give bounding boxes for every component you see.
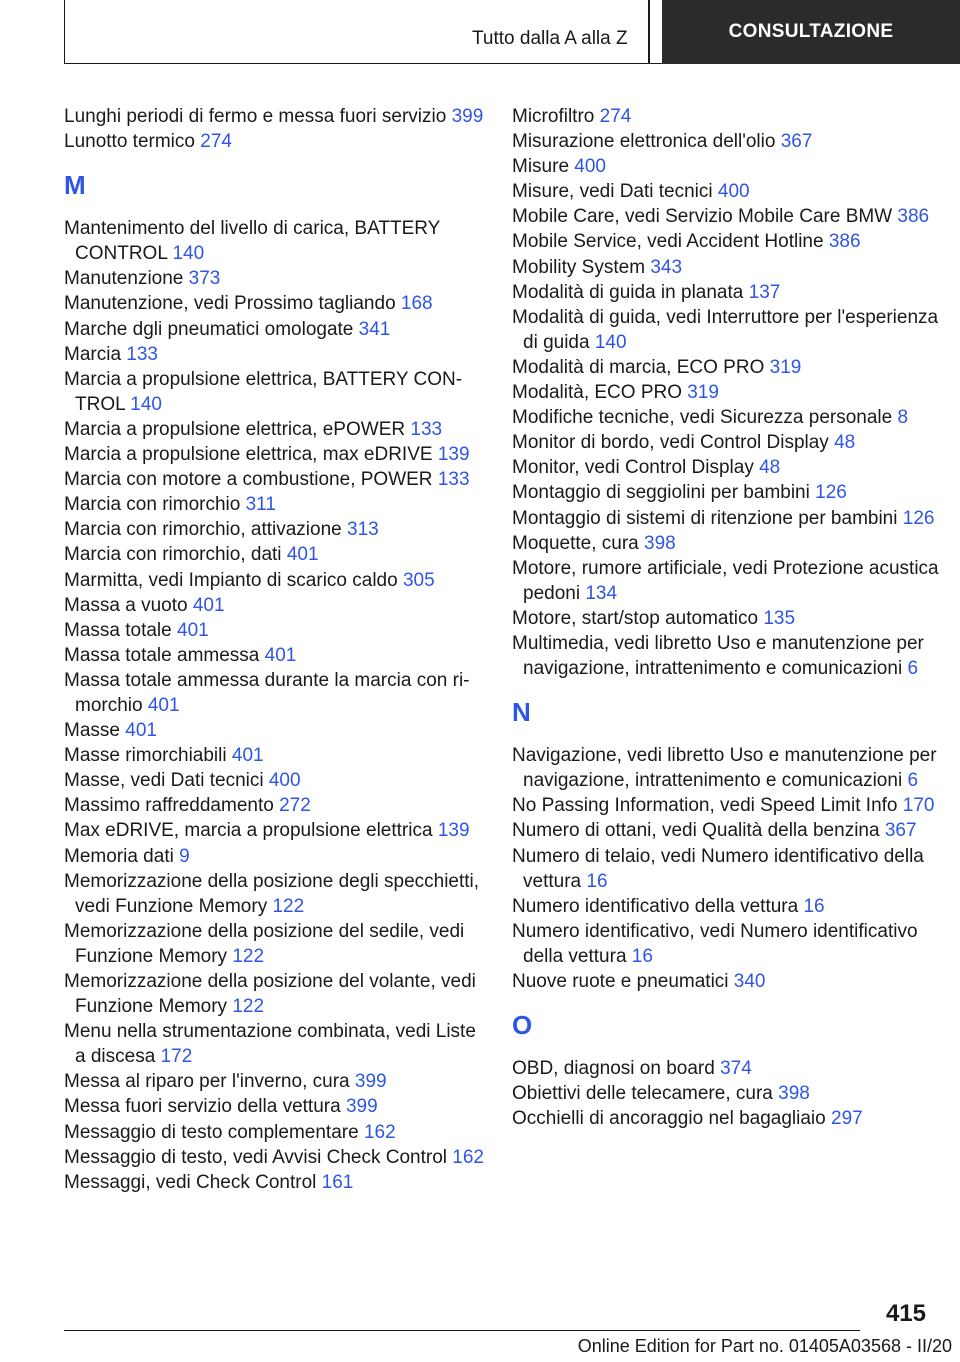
index-page-link[interactable]: 401: [231, 745, 264, 767]
index-page-link[interactable]: 16: [803, 895, 825, 917]
index-entry-text: Messa al riparo per l'inverno, cura: [64, 1071, 350, 1093]
index-entry: [64, 793, 484, 818]
index-entry-text: Lunotto termico: [64, 131, 195, 153]
index-entry-text: Messaggio di testo complementare: [64, 1121, 359, 1143]
index-entry: [512, 405, 942, 430]
index-entry: [64, 129, 484, 154]
index-entry-text: Messaggi, vedi Check Control: [64, 1171, 317, 1193]
index-entry: [64, 417, 484, 442]
index-entry: [512, 506, 942, 531]
index-entry-text: Numero di telaio, vedi Numero identificativo della vettura: [512, 845, 924, 892]
index-entry: [64, 743, 484, 768]
index-entry-text: Massa a vuoto: [64, 594, 188, 616]
index-entry-text: Modalità, ECO PRO: [512, 382, 682, 404]
index-page-link[interactable]: 122: [232, 945, 265, 967]
index-entry-text: Monitor di bordo, vedi Control Display: [512, 432, 829, 454]
index-entry-text: Max eDRIVE, marcia a propulsione elettrica: [64, 820, 433, 842]
index-entry: [512, 430, 942, 455]
index-entry: [512, 894, 942, 919]
index-entry-text: Mobile Care, vedi Servizio Mobile Care BMW: [512, 206, 893, 228]
index-page-link[interactable]: 140: [594, 331, 627, 353]
index-entry: [64, 643, 484, 668]
index-entry: [512, 204, 942, 229]
index-entry: [64, 467, 484, 492]
index-entry-text: Massa totale ammessa durante la marcia con rimorchio: [64, 669, 470, 716]
index-entry-text: Microfiltro: [512, 106, 595, 127]
index-page-link[interactable]: 139: [437, 820, 470, 842]
index-entry-text: Mantenimento del livello di carica, BATTERY CONTROL: [64, 218, 440, 265]
index-entry-text: Modalità di marcia, ECO PRO: [512, 356, 765, 378]
index-page-link[interactable]: 340: [733, 971, 766, 992]
index-entry: [64, 291, 484, 316]
index-page-link[interactable]: 399: [354, 1071, 387, 1093]
index-entry-text: Monitor, vedi Control Display: [512, 457, 754, 479]
index-entry: [64, 1120, 484, 1145]
index-entry-text: Navigazione, vedi libretto Uso e manutenzione per navigazione, intrattenimento e comunicazioni: [512, 745, 937, 792]
index-page-link[interactable]: 135: [763, 607, 796, 629]
index-entry: [64, 542, 484, 567]
index-page-link[interactable]: 399: [345, 1096, 378, 1118]
index-page-link[interactable]: 367: [780, 131, 813, 153]
index-entry-text: Montaggio di seggiolini per bambini: [512, 482, 810, 504]
index-entry: [512, 818, 942, 843]
index-page-link[interactable]: 9: [179, 845, 190, 867]
index-entry-text: Massimo raffreddamento: [64, 795, 274, 817]
index-entry-text: Montaggio di sistemi di ritenzione per bambini: [512, 507, 898, 529]
index-page-link[interactable]: 139: [437, 444, 470, 466]
index-entry: [64, 618, 484, 643]
index-entry: [64, 919, 484, 969]
index-page-link[interactable]: 400: [717, 181, 750, 203]
index-entry: [64, 1145, 484, 1170]
index-entry-text: Mobile Service, vedi Accident Hotline: [512, 231, 824, 253]
index-page-link[interactable]: 6: [907, 770, 919, 792]
index-entry-text: Memoria dati: [64, 845, 174, 867]
index-entry-text: Lunghi periodi di fermo e messa fuori servizio: [64, 106, 447, 127]
index-page-link[interactable]: 122: [232, 996, 265, 1018]
index-page-link[interactable]: 16: [586, 870, 608, 892]
index-entry: [512, 129, 942, 154]
header-section-title: Tutto dalla A alla Z: [472, 28, 628, 49]
index-page-link[interactable]: 386: [828, 231, 861, 253]
index-entry-text: Multimedia, vedi libretto Uso e manutenzione per navigazione, intrattenimento e comunicazioni: [512, 632, 924, 680]
index-page-link[interactable]: 367: [884, 820, 917, 842]
page-number: 415: [885, 1300, 926, 1327]
index-page-link[interactable]: 401: [264, 644, 297, 666]
index-page-link[interactable]: 133: [126, 343, 158, 365]
index-entry: [512, 229, 942, 254]
index-page-link[interactable]: 313: [347, 519, 379, 541]
index-entry-text: Modalità di guida, vedi Interruttore per l'esperienza di guida: [512, 306, 939, 353]
index-entry-text: Masse rimorchiabili: [64, 745, 227, 767]
index-entry: [512, 280, 942, 305]
index-entry: [512, 104, 942, 129]
index-letter-heading: N: [512, 697, 531, 728]
index-entry-text: Marcia a propulsione elettrica, ePOWER: [64, 418, 406, 440]
index-page-link[interactable]: 400: [268, 770, 301, 792]
index-entry-text: Manutenzione: [64, 268, 184, 290]
index-entry-text: Modifiche tecniche, vedi Sicurezza personale: [512, 407, 893, 429]
index-page-link[interactable]: 140: [130, 393, 162, 415]
index-entry: [64, 317, 484, 342]
index-entry: [64, 844, 484, 869]
index-entry-text: Marcia con motore a combustione, POWER: [64, 469, 433, 491]
index-entry: [64, 517, 484, 542]
index-page-link[interactable]: 401: [192, 594, 225, 616]
index-page-link[interactable]: 170: [902, 795, 935, 817]
index-page-link[interactable]: 16: [631, 945, 653, 967]
index-entry-text: OBD, diagnosi on board: [512, 1058, 715, 1080]
index-page-link[interactable]: 162: [452, 1146, 484, 1168]
index-page-link[interactable]: 122: [272, 895, 305, 917]
index-page-link[interactable]: 126: [902, 507, 935, 529]
index-entry-text: Modalità di guida in planata: [512, 281, 744, 303]
index-page-link[interactable]: 172: [160, 1046, 193, 1068]
index-page-link[interactable]: 274: [599, 106, 632, 127]
index-entry: [512, 743, 942, 793]
index-entry: [64, 1019, 484, 1069]
index-page-link[interactable]: 401: [177, 619, 209, 641]
index-page-link[interactable]: 305: [402, 569, 435, 591]
index-page-link[interactable]: 133: [437, 469, 470, 491]
index-page-link[interactable]: 311: [245, 494, 276, 516]
index-entry-text: Motore, start/stop automatico: [512, 607, 759, 629]
index-entry: [512, 305, 942, 355]
index-entry: [512, 531, 942, 556]
index-entry: [64, 1094, 484, 1119]
index-entry: [512, 556, 942, 606]
index-entry: [64, 568, 484, 593]
index-entry-text: Mobility System: [512, 256, 646, 278]
index-entry-text: Numero identificativo, vedi Numero identificativo della vettura: [512, 920, 918, 967]
header-chapter-tab: CONSULTAZIONE: [662, 0, 960, 64]
index-entry: [512, 969, 942, 994]
index-page-link[interactable]: 386: [897, 206, 930, 228]
index-page-link[interactable]: 401: [147, 694, 180, 716]
index-entry-text: Occhielli di ancoraggio nel bagagliaio: [512, 1108, 826, 1130]
index-page-link[interactable]: 274: [200, 131, 232, 153]
index-entry-text: Massa totale ammessa: [64, 644, 260, 666]
index-page-link[interactable]: 341: [358, 318, 391, 340]
index-page-link[interactable]: 162: [363, 1121, 396, 1143]
footer-rule: [64, 1330, 860, 1331]
index-entry-text: Motore, rumore artificiale, vedi Protezione acustica pedoni: [512, 557, 939, 604]
index-entry-text: Numero di ottani, vedi Qualità della benzina: [512, 820, 880, 842]
index-page-link[interactable]: 400: [574, 156, 606, 178]
index-entry-text: Obiettivi delle telecamere, cura: [512, 1083, 773, 1105]
index-entry: [64, 216, 484, 266]
index-page-link[interactable]: 6: [907, 658, 919, 680]
index-entry: [512, 1056, 942, 1081]
index-page-link[interactable]: 48: [759, 457, 781, 479]
index-page-link[interactable]: 140: [172, 243, 205, 265]
index-entry: [64, 367, 484, 417]
index-page-link[interactable]: 343: [650, 256, 683, 278]
index-entry-text: No Passing Information, vedi Speed Limit Info: [512, 795, 898, 817]
index-entry: [512, 606, 942, 631]
index-entry-text: Numero identificativo della vettura: [512, 895, 799, 917]
index-entry-text: Manutenzione, vedi Prossimo tagliando: [64, 293, 396, 315]
index-page-link[interactable]: 126: [815, 482, 847, 504]
index-page-link[interactable]: 48: [834, 432, 856, 454]
index-entry: [64, 266, 484, 291]
index-page-link[interactable]: 319: [769, 356, 802, 378]
index-page-link[interactable]: 399: [451, 106, 484, 127]
index-entry: [64, 869, 484, 919]
index-page-link[interactable]: 134: [585, 582, 618, 604]
index-entry: [64, 969, 484, 1019]
index-entry: [512, 179, 942, 204]
index-entry-text: Memorizzazione della posizione del volante, vedi Funzione Memory: [64, 971, 476, 1018]
index-entry: [64, 492, 484, 517]
index-entry-text: Masse: [64, 720, 120, 742]
index-entry: [64, 768, 484, 793]
index-entry: [512, 154, 942, 179]
index-page-link[interactable]: 133: [410, 418, 443, 440]
index-entry-text: Marcia con rimorchio: [64, 494, 241, 516]
index-page-link[interactable]: 272: [279, 795, 311, 817]
index-page-link[interactable]: 398: [644, 532, 676, 554]
index-entry: [64, 818, 484, 843]
index-entry: [512, 255, 942, 280]
index-page-link[interactable]: 8: [897, 407, 909, 429]
index-entry: [512, 455, 942, 480]
index-entry-text: Marmitta, vedi Impianto di scarico caldo: [64, 569, 398, 591]
index-entry-text: Marcia con rimorchio, attivazione: [64, 519, 342, 541]
index-page-link[interactable]: 161: [321, 1171, 354, 1193]
index-entry: [512, 1106, 942, 1131]
index-entry-text: Messaggio di testo, vedi Avvisi Check Control: [64, 1146, 447, 1168]
header-left-border: [64, 0, 65, 64]
index-entry-text: Memorizzazione della posizione del sedile, vedi Funzione Memory: [64, 920, 465, 967]
index-entry-text: Marcia a propulsione elettrica, BATTERY CONTROL: [64, 368, 463, 415]
index-entry: [512, 380, 942, 405]
index-entry-text: Moquette, cura: [512, 532, 639, 554]
index-page-link[interactable]: 137: [748, 281, 781, 303]
index-entry-text: Marcia a propulsione elettrica, max eDRIVE: [64, 444, 433, 466]
index-page-link[interactable]: 319: [687, 382, 719, 404]
index-entry: [64, 104, 484, 129]
index-page-link[interactable]: 401: [125, 720, 157, 742]
index-entry: [512, 919, 942, 969]
footer-edition-text: Online Edition for Part no. 01405A03568 - II/20: [577, 1336, 952, 1356]
index-entry-text: Masse, vedi Dati tecnici: [64, 770, 264, 792]
index-page-link[interactable]: 398: [778, 1083, 810, 1105]
index-entry: [64, 593, 484, 618]
index-entry-text: Messa fuori servizio della vettura: [64, 1096, 341, 1118]
index-entry-text: Marcia: [64, 343, 122, 365]
index-entry: [512, 1081, 942, 1106]
index-entry: [512, 480, 942, 505]
index-column-right: [512, 104, 942, 1131]
index-entry: [512, 793, 942, 818]
index-entry: [64, 342, 484, 367]
index-entry: [64, 718, 484, 743]
index-entry-text: Marche dgli pneumatici omologate: [64, 318, 354, 340]
index-entry-text: Menu nella strumentazione combinata, vedi Liste a discesa: [64, 1021, 476, 1068]
index-entry: [64, 668, 484, 718]
index-entry: [64, 442, 484, 467]
index-entry-text: Memorizzazione della posizione degli specchietti, vedi Funzione Memory: [64, 870, 480, 917]
index-page-link[interactable]: 297: [831, 1108, 863, 1130]
index-letter-heading: O: [512, 1010, 533, 1041]
index-entry: [64, 1069, 484, 1094]
index-page-link[interactable]: 373: [188, 268, 221, 290]
index-entry: [64, 1170, 484, 1195]
header-separator: [648, 0, 650, 64]
index-entry-text: Massa totale: [64, 619, 172, 641]
index-page-link[interactable]: 401: [286, 544, 319, 566]
index-entry-text: Misure, vedi Dati tecnici: [512, 181, 713, 203]
index-column-left: [64, 104, 484, 1195]
index-entry: [512, 355, 942, 380]
index-page-link[interactable]: 374: [720, 1058, 752, 1080]
index-entry: [512, 631, 942, 681]
index-entry: [512, 844, 942, 894]
index-entry-text: Nuove ruote e pneumatici: [512, 971, 729, 992]
index-entry-text: Misure: [512, 156, 570, 178]
index-letter-heading: M: [64, 170, 86, 201]
index-entry-text: Marcia con rimorchio, dati: [64, 544, 282, 566]
index-entry-text: Misurazione elettronica dell'olio: [512, 131, 776, 153]
index-page-link[interactable]: 168: [400, 293, 433, 315]
